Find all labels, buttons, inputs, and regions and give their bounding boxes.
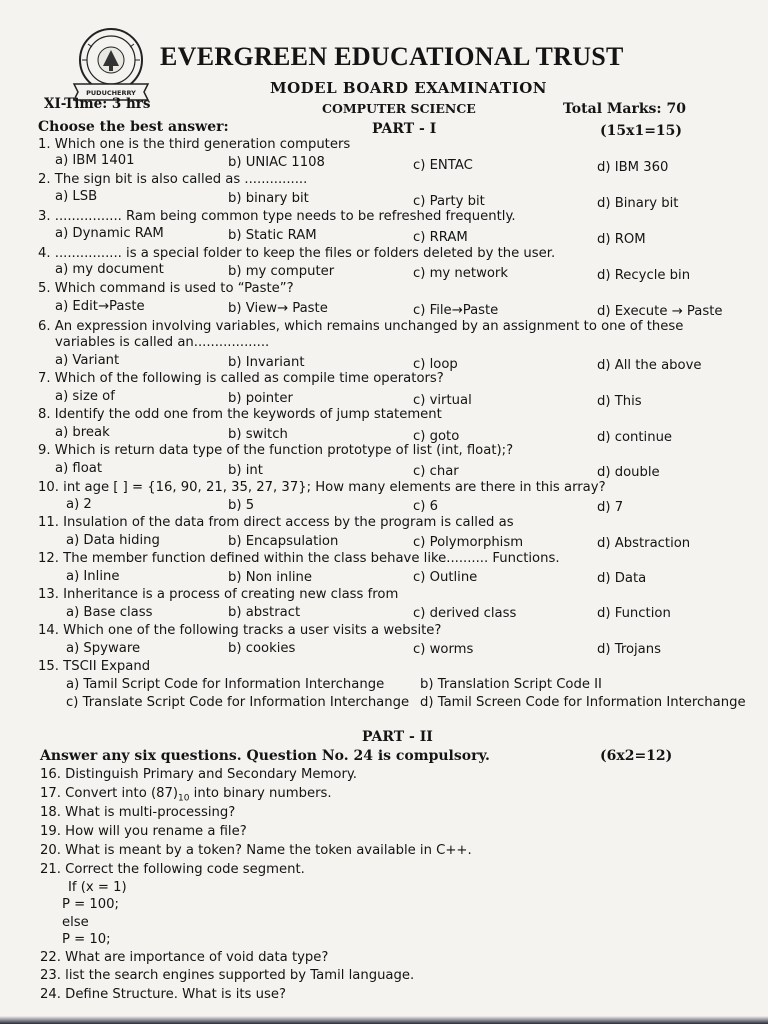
part1-instruction: Choose the best answer: (38, 119, 229, 135)
part2-heading: PART - II (362, 729, 433, 745)
q10-option-d: d) 7 (597, 500, 624, 515)
exam-title: MODEL BOARD EXAMINATION (270, 79, 548, 97)
question-19: 19. How will you rename a file? (40, 824, 247, 839)
q13-option-b: b) abstract (228, 605, 301, 620)
question-3: 3. ................ Ram being common type needs to be refreshed frequently. (38, 209, 516, 224)
code-line-1: If (x = 1) (68, 880, 127, 895)
q10-option-c: c) 6 (413, 499, 438, 514)
q1-option-b: b) UNIAC 1108 (228, 155, 325, 170)
q7-option-c: c) virtual (413, 393, 472, 408)
q6-option-b: b) Invariant (228, 355, 305, 370)
code-line-3: else (62, 915, 89, 930)
question-16: 16. Distinguish Primary and Secondary Memory. (40, 767, 357, 782)
q8-option-b: b) switch (228, 427, 288, 442)
q10-option-a: a) 2 (66, 497, 92, 512)
question-12: 12. The member function defined within the class behave like.......... Functions. (38, 551, 560, 566)
logo-banner-text: PUDUCHERRY (86, 89, 136, 97)
q10-option-b: b) 5 (228, 498, 255, 513)
q17-text-post: into binary numbers. (189, 786, 332, 801)
q4-option-a: a) my document (55, 262, 164, 277)
q5-option-d: d) Execute → Paste (597, 304, 723, 319)
question-7: 7. Which of the following is called as compile time operators? (38, 371, 444, 386)
q7-option-d: d) This (597, 394, 642, 409)
q15-option-d: d) Tamil Screen Code for Information Interchange (420, 695, 746, 710)
subject: COMPUTER SCIENCE (322, 101, 476, 116)
q14-option-a: a) Spyware (66, 641, 141, 656)
q12-option-b: b) Non inline (228, 570, 313, 585)
q9-option-c: c) char (413, 464, 459, 479)
q11-option-c: c) Polymorphism (413, 535, 524, 550)
q2-option-a: a) LSB (55, 189, 98, 204)
q1-option-d: d) IBM 360 (597, 160, 669, 175)
q15-option-c: c) Translate Script Code for Information Interchange (66, 695, 410, 710)
q5-option-a: a) Edit→Paste (55, 299, 145, 314)
q4-option-d: d) Recycle bin (597, 268, 691, 283)
total-marks: Total Marks: 70 (563, 101, 686, 117)
q15-option-b: b) Translation Script Code II (420, 677, 602, 692)
q1-option-a: a) IBM 1401 (55, 153, 135, 168)
q7-option-b: b) pointer (228, 391, 293, 406)
q4-option-c: c) my network (413, 266, 508, 281)
question-17 (40, 786, 332, 804)
q2-option-d: d) Binary bit (597, 196, 679, 211)
q11-option-b: b) Encapsulation (228, 534, 339, 549)
q12-option-d: d) Data (597, 571, 647, 586)
question-18: 18. What is multi-processing? (40, 805, 236, 820)
q9-option-b: b) int (228, 463, 263, 478)
code-line-2: P = 100; (62, 897, 119, 912)
q6-option-c: c) loop (413, 357, 458, 372)
q5-option-c: c) File→Paste (413, 303, 499, 318)
question-6: 6. An expression involving variables, which remains unchanged by an assignment to one of these (38, 319, 684, 334)
q5-option-b: b) View→ Paste (228, 301, 328, 316)
question-15: 15. TSCII Expand (38, 659, 151, 674)
q14-option-d: d) Trojans (597, 642, 661, 657)
q3-option-b: b) Static RAM (228, 228, 317, 243)
q3-option-d: d) ROM (597, 232, 646, 247)
q2-option-b: b) binary bit (228, 191, 309, 206)
q8-option-a: a) break (55, 425, 110, 440)
org-title: EVERGREEN EDUCATIONAL TRUST (160, 42, 624, 71)
q3-option-a: a) Dynamic RAM (55, 226, 164, 241)
q12-option-c: c) Outline (413, 570, 478, 585)
part1-heading: PART - I (372, 121, 437, 137)
question-8: 8. Identify the odd one from the keywords of jump statement (38, 407, 442, 422)
q11-option-a: a) Data hiding (66, 533, 160, 548)
q3-option-c: c) RRAM (413, 230, 468, 245)
question-22: 22. What are importance of void data type? (40, 950, 329, 965)
part2-instruction: Answer any six questions. Question No. 24 is compulsory. (40, 748, 490, 764)
question-11: 11. Insulation of the data from direct access by the program is called as (38, 515, 514, 530)
question-24: 24. Define Structure. What is its use? (40, 987, 286, 1002)
question-4: 4. ................ is a special folder to keep the files or folders deleted by the user. (38, 246, 556, 261)
q14-option-b: b) cookies (228, 641, 296, 656)
question-21: 21. Correct the following code segment. (40, 862, 305, 877)
question-6-cont: variables is called an.................. (55, 335, 270, 350)
q8-option-d: d) continue (597, 430, 673, 445)
q17-text-pre: 17. Convert into (87) (40, 786, 179, 801)
q13-option-c: c) derived class (413, 606, 517, 621)
question-20: 20. What is meant by a token? Name the token available in C++. (40, 843, 472, 858)
question-9: 9. Which is return data type of the function prototype of list (int, float);? (38, 443, 514, 458)
q6-option-d: d) All the above (597, 358, 702, 373)
q9-option-d: d) double (597, 465, 660, 480)
question-1: 1. Which one is the third generation computers (38, 137, 351, 152)
q17-base: 10 (178, 793, 190, 804)
q8-option-c: c) goto (413, 429, 460, 444)
question-10: 10. int age [ ] = {16, 90, 21, 35, 27, 37}; How many elements are there in this array? (38, 480, 606, 495)
q13-option-a: a) Base class (66, 605, 153, 620)
question-23: 23. list the search engines supported by Tamil language. (40, 968, 415, 983)
part2-marks: (6x2=12) (600, 748, 673, 764)
q14-option-c: c) worms (413, 642, 474, 657)
q11-option-d: d) Abstraction (597, 536, 691, 551)
question-14: 14. Which one of the following tracks a user visits a website? (38, 623, 442, 638)
class-time: XI-Time: 3 hrs (44, 96, 151, 112)
q2-option-c: c) Party bit (413, 194, 485, 209)
q6-option-a: a) Variant (55, 353, 120, 368)
q12-option-a: a) Inline (66, 569, 120, 584)
question-13: 13. Inheritance is a process of creating new class from (38, 587, 399, 602)
q13-option-d: d) Function (597, 606, 671, 621)
page-edge-shadow (0, 1016, 768, 1024)
code-line-4: P = 10; (62, 932, 111, 947)
q15-option-a: a) Tamil Script Code for Information Interchange (66, 677, 385, 692)
q4-option-b: b) my computer (228, 264, 335, 279)
part1-marks: (15x1=15) (600, 123, 683, 139)
q7-option-a: a) size of (55, 389, 115, 404)
q9-option-a: a) float (55, 461, 103, 476)
question-2: 2. The sign bit is also called as ............... (38, 172, 308, 187)
question-5: 5. Which command is used to “Paste”? (38, 281, 294, 296)
q1-option-c: c) ENTAC (413, 158, 473, 173)
